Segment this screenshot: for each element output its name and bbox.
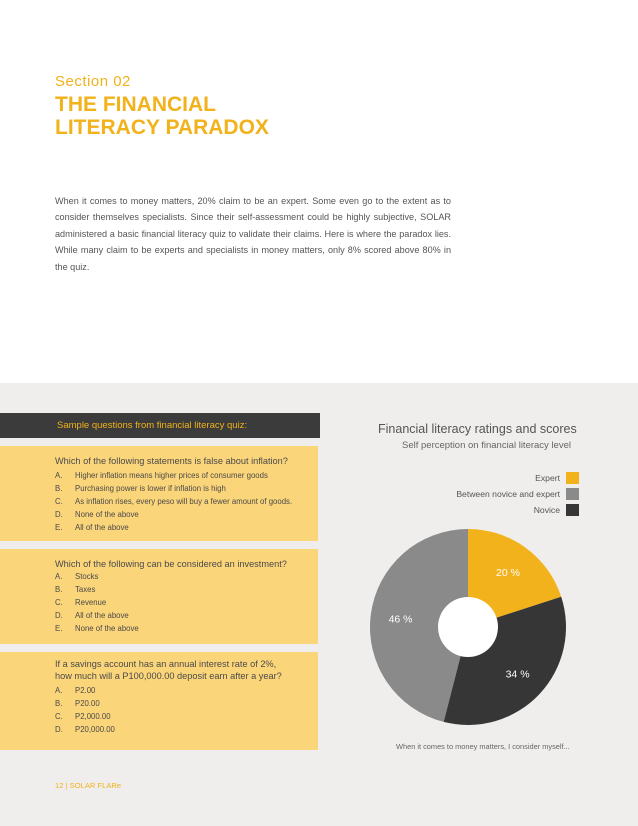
quiz-question-1	[0, 446, 318, 541]
option	[55, 521, 292, 534]
section-label: Section 02	[55, 73, 131, 90]
quiz-header	[0, 413, 320, 438]
pie-svg	[368, 527, 568, 727]
question-text-line-1: If a savings account has an annual interest rate of 2%,	[55, 659, 277, 669]
option-letter: C.	[55, 712, 63, 721]
quiz-question-3	[0, 652, 318, 750]
pie-label-expert: 20 %	[496, 566, 520, 579]
legend-item-novice	[456, 502, 579, 517]
chart-subtitle: Self perception on financial literacy level	[402, 440, 571, 451]
option-letter: D.	[55, 510, 63, 519]
option	[55, 684, 115, 697]
legend-item-expert	[456, 470, 579, 485]
chart-title: Financial literacy ratings and scores	[378, 422, 577, 436]
option-letter: A.	[55, 471, 63, 480]
option-letter: A.	[55, 686, 63, 695]
option-text: P20.00	[75, 699, 100, 708]
option-text: Taxes	[75, 585, 96, 594]
legend-label: Novice	[533, 504, 560, 515]
option-text: P20,000.00	[75, 725, 115, 734]
pie-label-novice: 34 %	[505, 668, 530, 681]
legend-label: Between novice and expert	[456, 488, 560, 499]
option-text: P2,000.00	[75, 712, 111, 721]
option-text: P2.00	[75, 686, 96, 695]
quiz-question-2	[0, 549, 318, 644]
option	[55, 469, 292, 482]
page-footer: 12 | SOLAR FLARe	[55, 781, 122, 790]
options-list	[55, 684, 115, 736]
title-line-1: THE FINANCIAL	[55, 93, 216, 116]
legend-swatch	[566, 488, 579, 500]
option-text: None of the above	[75, 510, 139, 519]
options-list	[55, 570, 139, 635]
quiz-header-text: Sample questions from financial literacy quiz:	[57, 420, 248, 431]
question-text-line-2: how much will a P100,000.00 deposit earn after a year?	[55, 671, 282, 681]
option-letter: D.	[55, 611, 63, 620]
option	[55, 482, 292, 495]
option	[55, 697, 115, 710]
option-letter: A.	[55, 572, 63, 581]
option-letter: C.	[55, 598, 63, 607]
options-list	[55, 469, 292, 534]
option-text: All of the above	[75, 523, 129, 532]
page-title	[55, 93, 269, 139]
title-line-2: LITERACY PARADOX	[55, 116, 269, 139]
option-letter: E.	[55, 523, 63, 532]
intro-paragraph: When it comes to money matters, 20% claim to be an expert. Some even go to the extent as to consider themselves specialists. Since their self-assessment could be highly subjective, SOLAR administered a basic financial literacy quiz to validate their claims. Here is where the paradox lies. While many claim to be experts and specialists in money matters, only 8% scored above 80% in the quiz.	[55, 196, 451, 272]
option	[55, 723, 115, 736]
option-text: Higher inflation means higher prices of consumer goods	[75, 471, 268, 480]
option-letter: C.	[55, 497, 63, 506]
option	[55, 609, 139, 622]
question-text: Which of the following can be considered an investment?	[55, 559, 287, 569]
option-text: Purchasing power is lower if inflation is high	[75, 484, 226, 493]
option	[55, 583, 139, 596]
option	[55, 570, 139, 583]
donut-hole	[438, 597, 498, 657]
option-text: All of the above	[75, 611, 129, 620]
legend-swatch	[566, 472, 579, 484]
legend-label: Expert	[535, 472, 560, 483]
option-letter: E.	[55, 624, 63, 633]
question-text: Which of the following statements is false about inflation?	[55, 456, 288, 466]
option-letter: D.	[55, 725, 63, 734]
option-text: Revenue	[75, 598, 107, 607]
option	[55, 495, 292, 508]
option-text: None of the above	[75, 624, 139, 633]
question-text	[55, 658, 282, 682]
option-text: Stocks	[75, 572, 99, 581]
option	[55, 596, 139, 609]
option-letter: B.	[55, 699, 63, 708]
legend-swatch	[566, 504, 579, 516]
option	[55, 508, 292, 521]
option	[55, 622, 139, 635]
pie-label-between-novice-and-expert: 46 %	[388, 613, 413, 626]
option-text: As inflation rises, every peso will buy a fewer amount of goods.	[75, 497, 293, 506]
legend-item-between	[456, 486, 579, 501]
chart-caption: When it comes to money matters, I consider myself...	[396, 742, 570, 751]
option-letter: B.	[55, 484, 63, 493]
pie-chart	[368, 527, 568, 727]
option-letter: B.	[55, 585, 63, 594]
option	[55, 710, 115, 723]
chart-legend	[456, 470, 579, 518]
